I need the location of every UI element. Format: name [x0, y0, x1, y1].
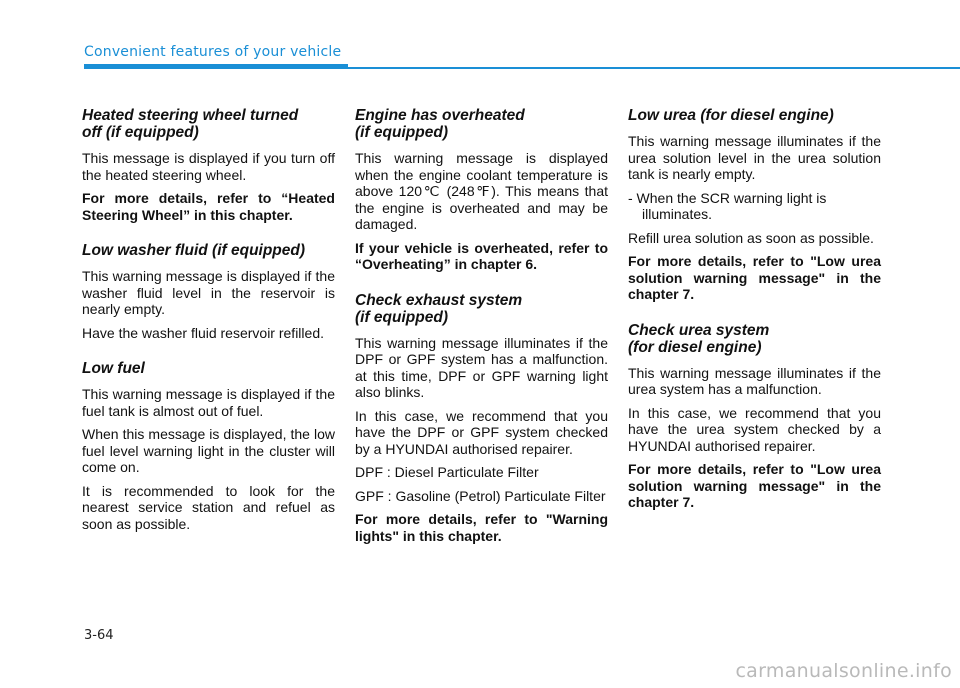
heading-engine-overheated: Engine has overheated (if equipped) — [355, 107, 525, 141]
list-item: - When the SCR warning light is illuminates. — [628, 189, 827, 222]
heading-low-urea: Low urea (for diesel engine) — [628, 107, 834, 124]
column-left — [82, 107, 335, 539]
heading-check-exhaust: Check exhaust system (if equipped) — [355, 291, 523, 326]
heading-low-washer-fluid: Low washer fluid (if equipped) — [82, 242, 306, 259]
paragraph: When this message is displayed, the low fuel level warning light in the cluster will come on. — [82, 426, 335, 475]
header-rule — [348, 67, 960, 69]
header-accent-bar — [84, 64, 348, 69]
paragraph: In this case, we recommend that you have the urea system checked by a HYUNDAI authorised repairer. — [628, 404, 881, 454]
reference-note: For more details, refer to “Heated Steering Wheel” in this chapter. — [82, 190, 335, 223]
reference-note: For more details, refer to "Low urea solution warning message" in the chapter 7. — [628, 461, 881, 510]
reference-note: If your vehicle is overheated, refer to “Overheating” in chapter 6. — [355, 239, 608, 272]
paragraph: This warning message is displayed when the engine coolant temperature is above 120℃ (248℉). This means that the engine is overheated and may be damaged. — [355, 150, 608, 232]
definition-dpf: DPF : Diesel Particulate Filter — [355, 464, 539, 480]
paragraph: In this case, we recommend that you have the DPF or GPF system checked by a HYUNDAI authorised repairer. — [355, 407, 608, 457]
heading-low-fuel: Low fuel — [82, 360, 145, 377]
watermark: carmanualsonline.info — [735, 660, 952, 682]
column-middle — [355, 107, 608, 551]
page-number: 3-64 — [84, 628, 114, 643]
paragraph: This warning message illuminates if the urea system has a malfunction. — [628, 364, 881, 397]
paragraph: This warning message illuminates if the DPF or GPF system has a malfunction. at this time, DPF or GPF warning light also blinks. — [355, 334, 608, 400]
heading-heated-steering: Heated steering wheel turned off (if equipped) — [82, 107, 299, 141]
section-header-title: Convenient features of your vehicle — [84, 44, 342, 60]
paragraph: This warning message is displayed if the fuel tank is almost out of fuel. — [82, 386, 335, 419]
paragraph: Refill urea solution as soon as possible. — [628, 229, 874, 246]
paragraph: It is recommended to look for the nearest service station and refuel as soon as possible. — [82, 482, 335, 532]
heading-check-urea: Check urea system (for diesel engine) — [628, 321, 770, 356]
definition-gpf: GPF : Gasoline (Petrol) Particulate Filter — [355, 487, 606, 504]
paragraph: This warning message is displayed if the washer fluid level in the reservoir is nearly empty. — [82, 268, 335, 317]
paragraph: This warning message illuminates if the urea solution level in the urea solution tank is nearly empty. — [628, 133, 881, 182]
reference-note: For more details, refer to "Warning lights" in this chapter. — [355, 511, 608, 544]
paragraph: Have the washer fluid reservoir refilled. — [82, 324, 324, 341]
paragraph: This message is displayed if you turn off the heated steering wheel. — [82, 150, 335, 183]
reference-note: For more details, refer to "Low urea solution warning message" in the chapter 7. — [628, 253, 881, 302]
column-right — [628, 107, 881, 518]
